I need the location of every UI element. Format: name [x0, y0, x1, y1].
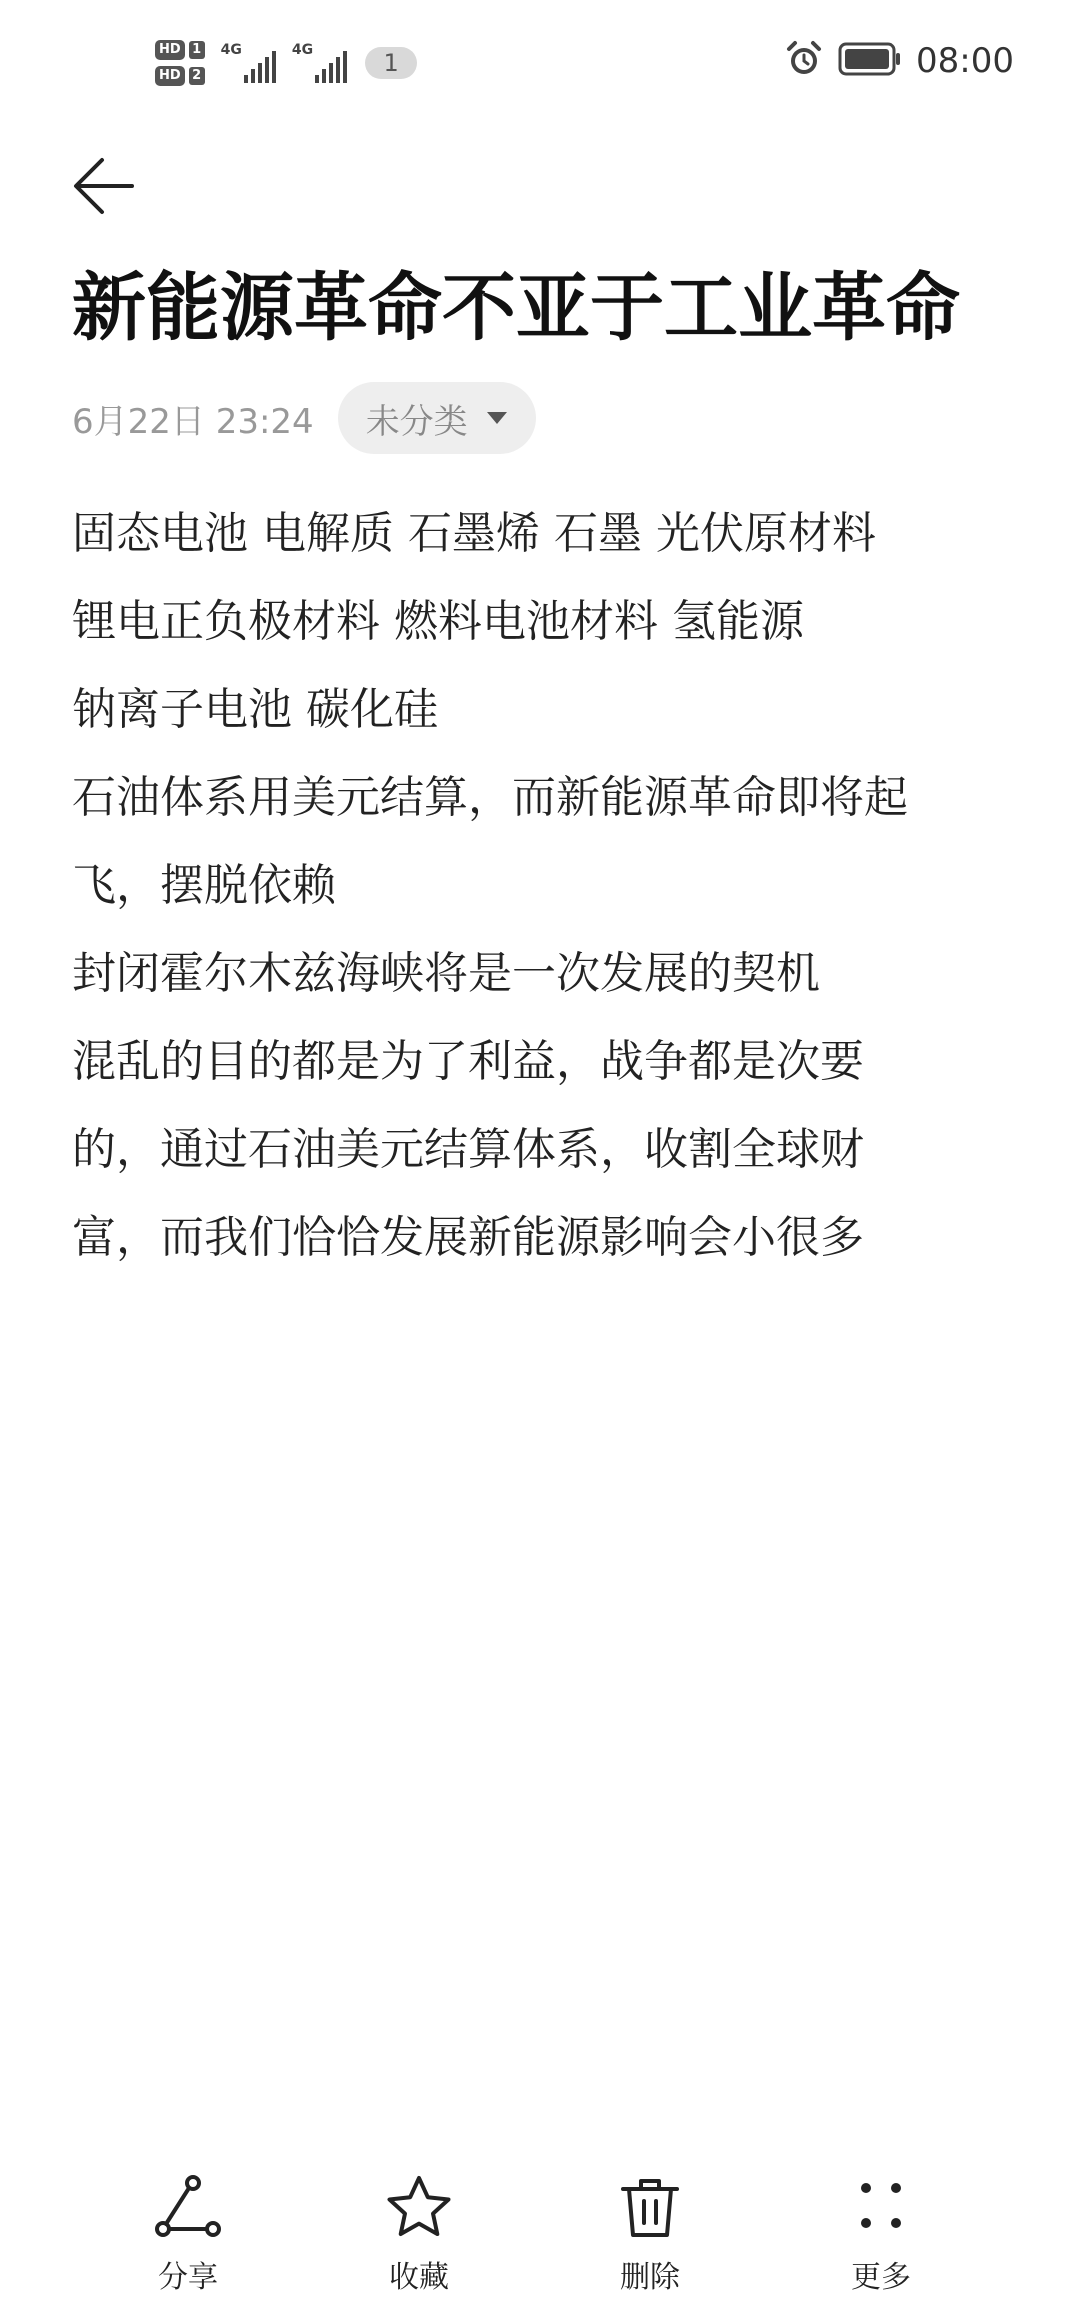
status-right-group — [784, 36, 1014, 86]
share-button[interactable] — [108, 2170, 268, 2300]
network-type-1: 4G — [220, 42, 242, 58]
favorite-button[interactable] — [339, 2170, 499, 2300]
category-label: 未分类 — [365, 401, 468, 442]
note-line: 石油体系用美元结算，而新能源革命即将起 — [72, 772, 908, 823]
signal-icon-sim2 — [292, 43, 347, 83]
star-icon — [381, 2170, 457, 2246]
more-icon — [843, 2170, 919, 2246]
note-line: 的，通过石油美元结算体系，收割全球财 — [72, 1124, 864, 1175]
more-button[interactable] — [801, 2170, 961, 2300]
network-type-2: 4G — [291, 42, 314, 58]
share-icon — [150, 2170, 226, 2246]
status-left-group — [155, 28, 417, 98]
dropdown-triangle-icon — [486, 411, 508, 425]
delete-label: 删除 — [620, 2260, 680, 2295]
more-label: 更多 — [851, 2260, 911, 2295]
bottom-toolbar — [0, 2160, 1080, 2310]
share-label: 分享 — [158, 2260, 218, 2295]
sim-number-1: 1 — [189, 41, 205, 59]
hd-row-2 — [155, 66, 205, 86]
hd-badge-1: HD — [155, 40, 185, 60]
note-line: 固态电池 电解质 石墨烯 石墨 光伏原材料 — [72, 508, 876, 559]
hd-badge-2: HD — [155, 66, 185, 86]
note-line: 锂电正负极材料 燃料电池材料 氢能源 — [72, 596, 804, 647]
alarm-icon — [784, 39, 824, 83]
signal-bars-1 — [244, 49, 276, 83]
signal-icon-sim1 — [221, 43, 276, 83]
hd-indicators — [155, 40, 205, 86]
sim-number-2: 2 — [189, 67, 205, 85]
note-title[interactable]: 新能源革命不亚于工业革命 — [72, 265, 960, 351]
clock: 08:00 — [916, 41, 1014, 81]
favorite-label: 收藏 — [389, 2260, 449, 2295]
delete-button[interactable] — [570, 2170, 730, 2300]
note-meta — [72, 382, 536, 454]
note-line: 混乱的目的都是为了利益，战争都是次要 — [72, 1036, 864, 1087]
note-line: 封闭霍尔木兹海峡将是一次发展的契机 — [72, 948, 820, 999]
note-line: 富，而我们恰恰发展新能源影响会小很多 — [72, 1212, 864, 1263]
note-line: 飞，摆脱依赖 — [72, 860, 336, 911]
hd-row-1 — [155, 40, 205, 60]
back-button[interactable] — [66, 148, 142, 224]
note-line: 钠离子电池 碳化硅 — [72, 684, 438, 735]
status-bar — [0, 0, 1080, 120]
signal-bars-2 — [315, 49, 347, 83]
note-body[interactable] — [72, 490, 1022, 1282]
notification-count-badge: 1 — [365, 47, 417, 79]
note-date: 6月22日 23:24 — [72, 401, 314, 442]
battery-icon — [838, 42, 902, 80]
trash-icon — [612, 2170, 688, 2246]
category-dropdown[interactable] — [338, 382, 536, 454]
back-arrow-icon — [72, 154, 136, 218]
